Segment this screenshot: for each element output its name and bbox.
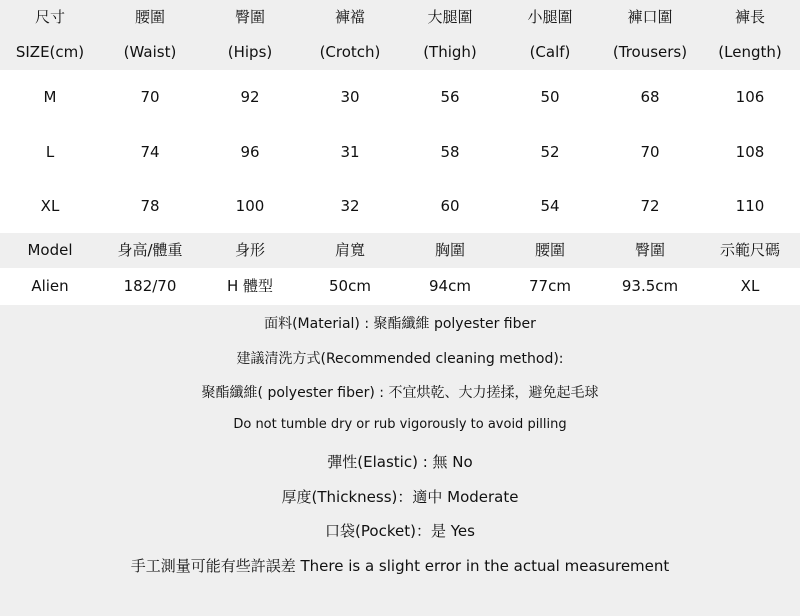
header-cn-length: 褲長 [734,7,765,26]
model-size: XL [740,276,760,295]
trousers-cell: 72 [640,196,660,215]
trousers-cell: 68 [640,87,660,106]
waist-cell: 78 [140,196,160,215]
size-cell: XL [40,196,60,215]
table-row [0,180,800,233]
waist-cell: 70 [140,87,160,106]
length-cell: 108 [735,142,765,161]
table-row [0,125,800,180]
header-cn-trousers: 褲口圍 [627,7,673,26]
trousers-cell: 70 [640,142,660,161]
waist-cell: 74 [140,142,160,161]
header-en-crotch: (Crotch) [319,42,381,61]
model-name: Alien [31,276,69,295]
model-shoulder: 50cm [329,276,371,295]
header-cn-waist: 腰圍 [134,7,165,26]
calf-cell: 54 [540,196,560,215]
model-body-type: H 體型 [226,276,274,295]
model-header-size: 示範尺碼 [719,240,780,259]
model-header-waist: 腰圍 [534,240,565,259]
crotch-cell: 31 [340,142,360,161]
header-en-thigh: (Thigh) [423,42,477,61]
length-cell: 106 [735,87,765,106]
model-header-chest: 胸圍 [434,240,465,259]
model-waist: 77cm [529,276,571,295]
length-cell: 110 [735,196,765,215]
cleaning-english: Do not tumble dry or rub vigorously to avoid pilling [233,417,567,432]
header-cn-crotch: 褲襠 [334,7,365,26]
model-chest: 94cm [429,276,471,295]
cleaning-chinese: 聚酯纖維( polyester fiber) : 不宜烘乾、大力搓揉，避免起毛球 [201,385,599,401]
size-cell: M [43,87,57,106]
hips-cell: 92 [240,87,260,106]
thigh-cell: 56 [440,87,460,106]
header-row-english [0,35,800,70]
model-header-shoulder: 肩寬 [334,240,365,259]
size-cell: L [45,142,55,161]
header-en-waist: (Waist) [123,42,177,61]
header-cn-size: 尺寸 [34,7,65,26]
header-en-hips: (Hips) [227,42,273,61]
header-row-chinese [0,0,800,35]
calf-cell: 50 [540,87,560,106]
elastic-text: 彈性(Elastic) : 無 No [327,453,473,471]
thickness-text: 厚度(Thickness)：適中 Moderate [281,488,519,506]
thigh-cell: 58 [440,142,460,161]
model-header-hips: 臀圍 [634,240,665,259]
header-cn-calf: 小腿圍 [527,7,573,26]
header-en-calf: (Calf) [529,42,571,61]
model-table-row [0,268,800,305]
thigh-cell: 60 [440,196,460,215]
header-en-trousers: (Trousers) [612,42,688,61]
header-en-size: SIZE(cm) [15,42,85,61]
hips-cell: 100 [235,196,265,215]
calf-cell: 52 [540,142,560,161]
hips-cell: 96 [240,142,260,161]
crotch-cell: 32 [340,196,360,215]
pocket-text: 口袋(Pocket)：是 Yes [325,522,475,540]
measurement-error-note: 手工測量可能有些許誤差 There is a slight error in the actual measurement [130,557,670,575]
model-height-weight: 182/70 [123,276,177,295]
size-table-header [0,0,800,70]
material-text: 面料(Material) : 聚酯纖維 polyester fiber [264,316,536,332]
model-hips: 93.5cm [621,276,679,295]
header-cn-thigh: 大腿圍 [427,7,473,26]
cleaning-title: 建議清洗方式(Recommended cleaning method): [236,351,564,367]
product-info [0,305,800,616]
model-header-body-type: 身形 [234,240,265,259]
crotch-cell: 30 [340,87,360,106]
model-header-height-weight: 身高/體重 [117,240,183,259]
model-header-model: Model [27,240,73,259]
header-en-length: (Length) [718,42,782,61]
header-cn-hips: 臀圍 [234,7,265,26]
table-row [0,70,800,125]
model-table-header [0,233,800,268]
